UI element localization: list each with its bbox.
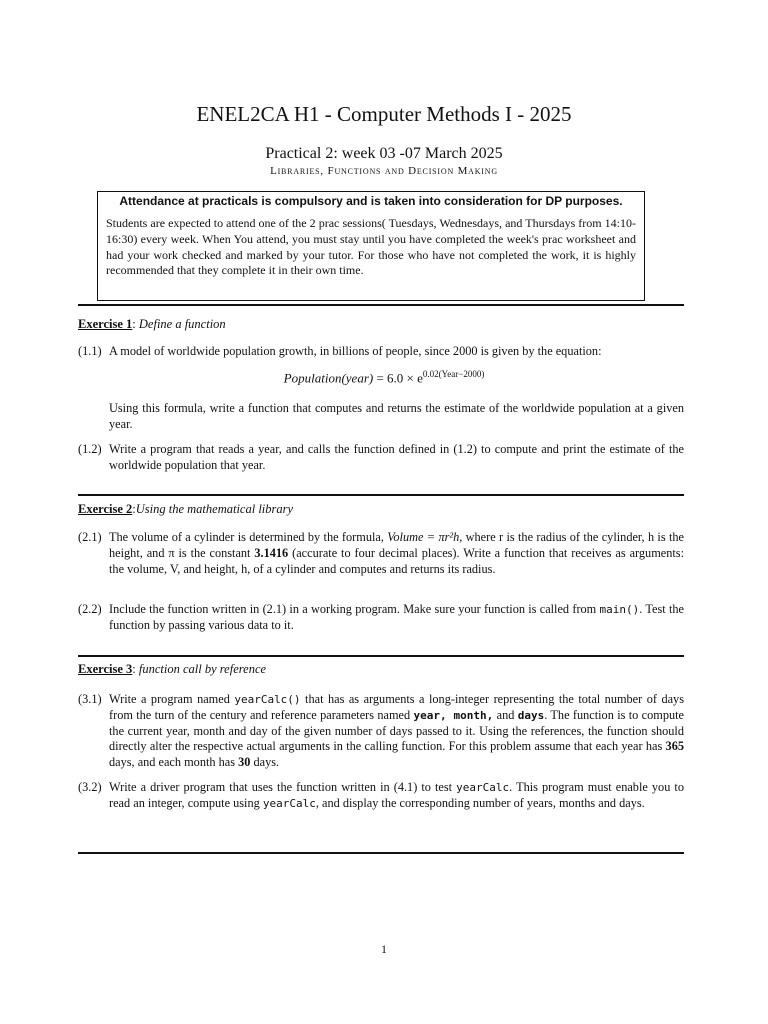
text-run: (accurate to four decimal places). Write a function that receives as arguments: the volume, V, and height, h, of a cylinder and computes and returns its radius. <box>109 545 684 576</box>
item-number: (3.1) <box>78 692 102 706</box>
topic-line: Libraries, Functions and Decision Making <box>270 165 498 177</box>
exercise-1-label: Exercise 1 <box>78 317 133 331</box>
item-text: A model of worldwide population growth, in billions of people, since 2000 is given by the equation: <box>109 344 602 358</box>
item-number: (1.2) <box>78 442 102 456</box>
item-text: Using this formula, write a function that computes and returns the estimate of the worldwide population at a given year. <box>109 401 684 431</box>
exercise-1-1 <box>78 344 684 360</box>
text-run: Write a program named <box>109 692 235 706</box>
text-run: days, and each month has <box>109 755 239 770</box>
section-divider <box>78 655 684 657</box>
exercise-3-sep: : <box>132 662 139 676</box>
item-number: (2.2) <box>78 602 102 616</box>
text-run: , and display the corresponding number of years, months and days. <box>315 795 645 810</box>
attendance-notice-box <box>97 191 645 301</box>
section-divider <box>78 852 684 854</box>
text-run: The volume of a cylinder is determined by the formula, <box>109 530 388 544</box>
exercise-2-title: Using the mathematical library <box>135 502 294 516</box>
exercise-3-label: Exercise 3 <box>78 662 133 676</box>
exercise-3-2 <box>78 780 684 812</box>
exercise-1-1-continued <box>78 401 684 433</box>
item-text <box>109 530 684 577</box>
code-days: days <box>517 708 545 722</box>
exercise-1-heading <box>78 317 226 332</box>
item-text <box>109 692 684 771</box>
item-number: (1.1) <box>78 344 102 358</box>
notice-heading: Attendance at practicals is compulsory and is taken into consideration for DP purposes. <box>119 194 623 208</box>
text-run: Write a driver program that uses the function written in (4.1) to test <box>109 780 457 794</box>
practical-subtitle: Practical 2: week 03 -07 March 2025 <box>265 145 503 162</box>
number-365: 365 <box>665 739 684 754</box>
text-run: Include the function written in (2.1) in a working program. Make sure your function is called from <box>109 602 600 616</box>
code-yearcalc: yearCalc <box>456 781 510 794</box>
exercise-2-sep: : <box>132 502 136 516</box>
page-number: 1 <box>381 942 387 956</box>
code-params: year, month, <box>413 708 494 722</box>
text-run: , where r is the radius of the cylinder, h is the height, and π is the constant <box>109 530 684 560</box>
text-run: days. <box>250 755 280 770</box>
formula-lhs: Population(year) <box>283 370 374 386</box>
number-30: 30 <box>238 755 251 770</box>
item-text: Write a program that reads a year, and calls the function defined in (1.2) to compute and print the estimate of the worldwide population that year. <box>109 442 684 472</box>
code-yearcalc: yearCalc <box>262 796 316 810</box>
item-text <box>109 602 684 634</box>
exercise-3-1 <box>78 692 684 771</box>
exercise-2-heading <box>78 502 293 517</box>
text-run: . The function is to compute the current year, month and day of the given number of days passed to it. Using the references, the function should directly alter the respective actual arguments in the calling function. For this problem assume that each year has <box>109 707 684 754</box>
exercise-2-label: Exercise 2 <box>78 502 133 516</box>
population-formula <box>0 369 768 386</box>
text-run: . Test the function by passing various data to it. <box>109 602 684 632</box>
exercise-3-title: function call by reference <box>138 662 267 676</box>
exercise-1-sep: : <box>132 317 139 331</box>
exercise-2-2 <box>78 602 684 634</box>
exercise-1-title: Define a function <box>138 317 226 331</box>
page-title: ENEL2CA H1 - Computer Methods I - 2025 <box>196 102 572 126</box>
item-text <box>109 780 684 812</box>
formula-mid: = 6.0 × e <box>373 370 423 386</box>
code-main: main() <box>599 603 640 616</box>
text-run: that has as arguments a long-integer representing the total number of days from the turn of the century and reference parameters named <box>109 692 684 722</box>
notice-body: Students are expected to attend one of the 2 prac sessions( Tuesdays, Wednesdays, and Thursdays from 14:10-16:30) every week. When You attend, you must stay until you have completed the week's prac worksheet and had your work checked and marked by your tutor. For those who have not completed the work, it is highly recommended that they complete it in their own time. <box>106 216 636 278</box>
item-number: (2.1) <box>78 530 102 544</box>
text-run: . This program must enable you to read an integer, compute using <box>109 780 684 810</box>
section-divider <box>78 304 684 306</box>
text-run: and <box>493 707 518 722</box>
exercise-3-heading <box>78 662 266 677</box>
code-yearcalc: yearCalc() <box>234 693 301 706</box>
volume-formula: Volume = πr²h <box>387 530 460 544</box>
exercise-1-2 <box>78 442 684 474</box>
section-divider <box>78 494 684 496</box>
pi-constant: 3.1416 <box>254 545 289 560</box>
item-number: (3.2) <box>78 780 102 794</box>
formula-exponent: 0.02(Year−2000) <box>422 369 485 379</box>
exercise-2-1 <box>78 530 684 577</box>
